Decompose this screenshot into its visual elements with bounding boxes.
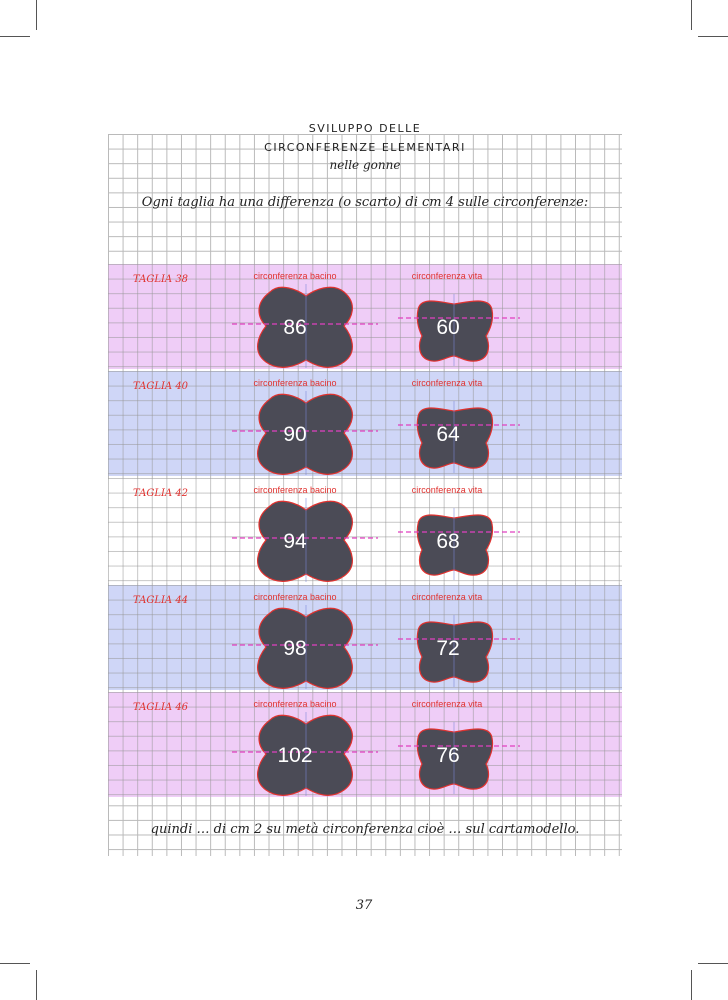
taglia-label: TAGLIA 44: [133, 595, 189, 606]
crop-mark: [691, 970, 692, 1000]
taglia-label: TAGLIA 38: [133, 274, 189, 285]
bacino-value: 90: [283, 423, 307, 446]
vita-value: 64: [436, 423, 460, 446]
crop-mark: [36, 0, 37, 30]
page-number: 37: [355, 898, 373, 913]
bacino-value: 86: [283, 316, 307, 339]
taglia-label: TAGLIA 46: [133, 702, 189, 713]
label-vita: circonferenza vita: [411, 592, 483, 602]
label-vita: circonferenza vita: [411, 378, 483, 388]
title-line-1: SVILUPPO DELLE: [308, 122, 422, 135]
vita-value: 60: [436, 316, 460, 339]
label-bacino: circonferenza bacino: [253, 271, 337, 281]
taglia-label: TAGLIA 40: [133, 381, 189, 392]
vita-value: 72: [436, 637, 460, 660]
taglia-label: TAGLIA 42: [133, 488, 189, 499]
label-vita: circonferenza vita: [411, 699, 483, 709]
label-bacino: circonferenza bacino: [253, 592, 337, 602]
bacino-value: 94: [283, 530, 307, 553]
crop-mark: [36, 970, 37, 1000]
crop-mark: [0, 36, 30, 37]
crop-mark: [698, 36, 728, 37]
intro-text: Ogni taglia ha una differenza (o scarto) di cm 4 sulle circonferenze:: [141, 195, 589, 210]
crop-mark: [691, 0, 692, 30]
bacino-value: 102: [277, 744, 313, 767]
label-bacino: circonferenza bacino: [253, 485, 337, 495]
label-bacino: circonferenza bacino: [253, 699, 337, 709]
vita-value: 68: [436, 530, 460, 553]
subtitle: nelle gonne: [329, 158, 401, 172]
vita-value: 76: [436, 744, 460, 767]
bacino-value: 98: [283, 637, 307, 660]
crop-mark: [698, 963, 728, 964]
label-bacino: circonferenza bacino: [253, 378, 337, 388]
conclusion-text: quindi … di cm 2 su metà circonferenza cioè … sul cartamodello.: [150, 822, 580, 837]
label-vita: circonferenza vita: [411, 485, 483, 495]
crop-mark: [0, 963, 30, 964]
title-line-2: CIRCONFERENZE ELEMENTARI: [264, 141, 466, 154]
label-vita: circonferenza vita: [411, 271, 483, 281]
